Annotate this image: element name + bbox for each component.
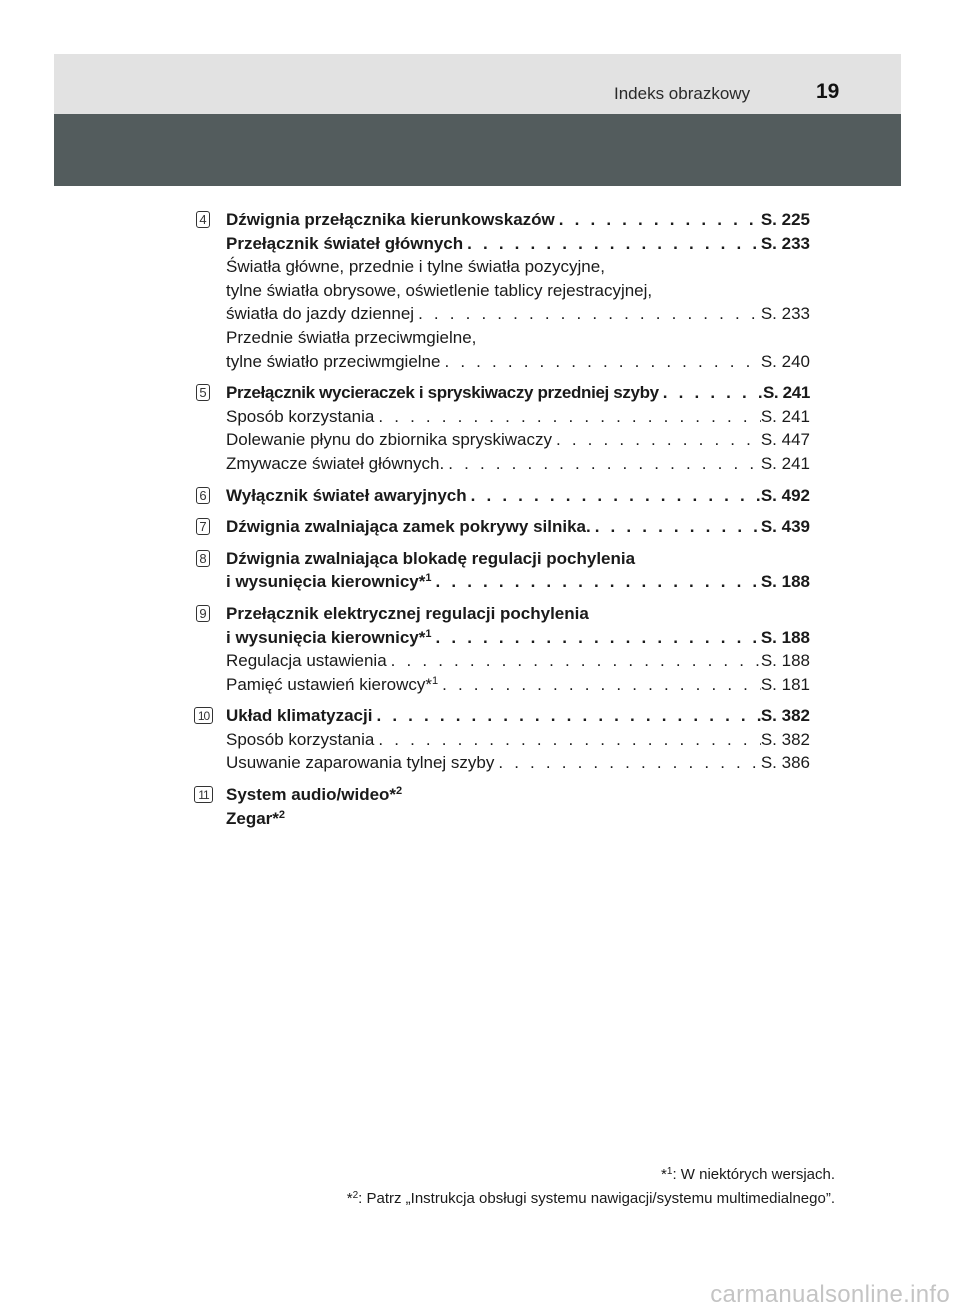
dot-leader — [591, 515, 761, 539]
entry-label: Przełącznik wycieraczek i spryskiwaczy przedniej szyby — [226, 383, 659, 403]
item-number-badge: 4 — [196, 211, 210, 228]
entry-text — [226, 515, 591, 539]
index-line-with-page-ref — [226, 381, 810, 405]
header-dark-band — [54, 114, 901, 186]
index-entries — [190, 208, 810, 838]
item-number-badge: 11 — [194, 786, 213, 803]
entry-label: i wysunięcia kierownicy* — [226, 572, 426, 592]
page-reference-link[interactable]: S. 188 — [760, 572, 810, 592]
footnote-asterisk: * — [346, 1190, 353, 1207]
index-line — [226, 547, 810, 571]
page-reference-link[interactable]: S. 188 — [760, 651, 810, 671]
footnote-asterisk: * — [661, 1166, 667, 1183]
index-line-with-page-ref — [226, 649, 810, 673]
dot-leader — [432, 570, 761, 594]
entry-text — [226, 381, 659, 405]
footnote-text: : W niektórych wersjach. — [672, 1166, 835, 1183]
entry-text — [226, 783, 402, 807]
footnote-number: 1 — [666, 1166, 673, 1177]
entry-text — [226, 232, 463, 256]
page-reference-link[interactable]: S. 240 — [760, 351, 810, 371]
index-entry — [190, 547, 810, 594]
watermark: carmanualsonline.info — [710, 1281, 950, 1308]
footnote-marker: 2 — [278, 808, 286, 821]
entry-label: światła do jazdy dziennej — [226, 304, 415, 324]
item-number-badge: 9 — [196, 605, 210, 622]
index-line-with-page-ref — [226, 515, 810, 539]
entry-text — [226, 208, 555, 232]
item-number-badge: 8 — [196, 550, 210, 567]
entry-label: tylne światła obrysowe, oświetlenie tablicy rejestracyjnej, — [226, 280, 653, 300]
entry-text — [226, 326, 476, 350]
page-reference-link[interactable]: S. 225 — [760, 210, 810, 229]
entry-label: Światła główne, przednie i tylne światła pozycyjne, — [226, 257, 605, 277]
index-line — [226, 279, 810, 303]
dot-leader — [438, 673, 761, 697]
section-title: Indeks obrazkowy — [614, 84, 751, 103]
item-number-badge: 10 — [194, 707, 213, 724]
dot-leader — [555, 208, 761, 232]
item-number-badge: 7 — [196, 518, 210, 535]
page-reference-link[interactable]: S. 492 — [760, 485, 810, 505]
footnote-text: : Patrz „Instrukcja obsługi systemu nawigacji/systemu multimedialnego”. — [358, 1190, 835, 1207]
entry-text — [226, 428, 552, 452]
entry-label: System audio/wideo* — [226, 785, 397, 805]
entry-label: Zmywacze świateł głównych. — [226, 453, 445, 473]
index-line-with-page-ref — [226, 673, 810, 697]
page-reference-link[interactable]: S. 181 — [760, 674, 810, 694]
index-line-with-page-ref — [226, 405, 810, 429]
index-line-with-page-ref — [226, 232, 810, 256]
entry-text — [226, 255, 605, 279]
entry-text — [226, 547, 635, 571]
page-reference-link[interactable]: S. 382 — [760, 706, 810, 726]
footnote — [347, 1187, 835, 1211]
index-line — [226, 255, 810, 279]
index-line-with-page-ref — [226, 484, 810, 508]
entry-text — [226, 350, 440, 374]
index-line-with-page-ref — [226, 704, 810, 728]
entry-text — [226, 751, 494, 775]
dot-leader — [414, 302, 761, 326]
entry-text — [226, 728, 374, 752]
entry-label: Pamięć ustawień kierowcy* — [226, 674, 432, 694]
page-reference-link[interactable]: S. 241 — [760, 453, 810, 473]
footnote-marker: 1 — [425, 627, 432, 640]
page-reference-link[interactable]: S. 241 — [760, 406, 810, 426]
dot-leader — [467, 484, 761, 508]
index-line-with-page-ref — [226, 428, 810, 452]
entry-label: Przełącznik świateł głównych — [226, 233, 464, 253]
entry-label: Przednie światła przeciwmgielne, — [226, 327, 477, 347]
index-entry — [190, 208, 810, 373]
index-line — [226, 783, 810, 807]
index-line-with-page-ref — [226, 208, 810, 232]
entry-label: Sposób korzystania — [226, 729, 375, 749]
index-entry — [190, 381, 810, 475]
dot-leader — [387, 649, 761, 673]
entry-label: Zegar* — [226, 808, 279, 828]
index-entry — [190, 783, 810, 830]
index-line-with-page-ref — [226, 751, 810, 775]
index-line-with-page-ref — [226, 452, 810, 476]
footnote-marker: 1 — [425, 572, 432, 585]
dot-leader — [444, 452, 761, 476]
dot-leader — [440, 350, 760, 374]
entry-label: Układ klimatyzacji — [226, 706, 373, 726]
entry-text — [226, 570, 432, 594]
entry-text — [226, 302, 414, 326]
index-line-with-page-ref — [226, 350, 810, 374]
page-reference-link[interactable]: S. 447 — [760, 430, 810, 450]
page-reference-link[interactable]: S. 386 — [760, 753, 810, 773]
entry-text — [226, 484, 467, 508]
entry-text — [226, 673, 438, 697]
entry-text — [226, 405, 374, 429]
page-reference-link[interactable]: S. 188 — [760, 627, 810, 647]
index-entry — [190, 515, 810, 539]
entry-label: Dźwignia zwalniająca blokadę regulacji pochylenia — [226, 548, 636, 568]
entry-label: Sposób korzystania — [226, 406, 375, 426]
index-entry — [190, 704, 810, 775]
dot-leader — [374, 728, 760, 752]
index-entry — [190, 602, 810, 696]
page-reference-link[interactable]: S. 233 — [760, 304, 810, 324]
entry-text — [226, 452, 444, 476]
dot-leader — [659, 381, 763, 405]
entry-label: Regulacja ustawienia — [226, 651, 387, 671]
entry-text — [226, 279, 652, 303]
page-reference-link[interactable]: S. 439 — [760, 517, 810, 537]
entry-text — [226, 649, 387, 673]
entry-text — [226, 602, 589, 626]
footnote-number: 2 — [352, 1190, 359, 1201]
dot-leader — [463, 232, 761, 256]
index-line-with-page-ref — [226, 728, 810, 752]
entry-label: Dźwignia zwalniająca zamek pokrywy silnika. — [226, 517, 591, 537]
entry-label: Usuwanie zaparowania tylnej szyby — [226, 753, 495, 773]
dot-leader — [374, 405, 760, 429]
entry-text — [226, 626, 432, 650]
index-entry — [190, 484, 810, 508]
entry-label: tylne światło przeciwmgielne — [226, 351, 441, 371]
index-line-with-page-ref — [226, 570, 810, 594]
page-reference-link[interactable]: S. 241 — [762, 383, 810, 403]
entry-label: Dolewanie płynu do zbiornika spryskiwaczy — [226, 430, 552, 450]
entry-text — [226, 807, 285, 831]
page-reference-link[interactable]: S. 233 — [760, 233, 810, 253]
index-line — [226, 326, 810, 350]
item-number-badge: 5 — [196, 384, 210, 401]
entry-label: Wyłącznik świateł awaryjnych — [226, 485, 467, 505]
header-band — [54, 54, 901, 114]
item-number-badge: 6 — [196, 487, 210, 504]
dot-leader — [432, 626, 761, 650]
entry-label: i wysunięcia kierownicy* — [226, 627, 426, 647]
entry-text — [226, 704, 372, 728]
page-reference-link[interactable]: S. 382 — [760, 729, 810, 749]
index-line — [226, 602, 810, 626]
dot-leader — [494, 751, 760, 775]
dot-leader — [372, 704, 760, 728]
index-line-with-page-ref — [226, 626, 810, 650]
footnotes — [347, 1163, 835, 1211]
dot-leader — [552, 428, 761, 452]
footnote-marker: 2 — [396, 785, 403, 798]
index-line-with-page-ref — [226, 302, 810, 326]
index-line — [226, 807, 810, 831]
footnote-marker: 1 — [431, 674, 439, 687]
page-number: 19 — [816, 80, 840, 103]
entry-label: Dźwignia przełącznika kierunkowskazów — [226, 210, 555, 229]
footnote — [347, 1163, 835, 1187]
entry-label: Przełącznik elektrycznej regulacji pochylenia — [226, 603, 589, 623]
